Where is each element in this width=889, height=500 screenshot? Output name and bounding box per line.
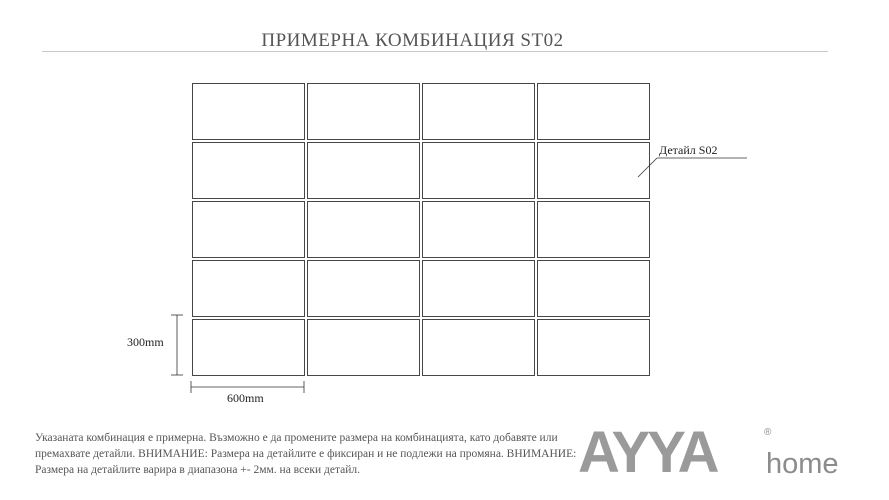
tile-r1-c4 — [538, 84, 650, 140]
tile-r5-c2 — [308, 320, 420, 376]
tile-r4-c4 — [538, 261, 650, 317]
logo-subtitle: home — [766, 448, 839, 480]
page-title: ПРИМЕРНА КОМБИНАЦИЯ ST02 — [261, 30, 564, 51]
ayya-home-logo — [578, 420, 878, 485]
tile-r3-c2 — [308, 202, 420, 258]
tile-r2-c3 — [423, 143, 535, 199]
tile-grid — [193, 84, 650, 376]
tile-r2-c4 — [538, 143, 650, 199]
tile-r4-c2 — [308, 261, 420, 317]
tile-r1-c3 — [423, 84, 535, 140]
tile-r1-c1 — [193, 84, 305, 140]
tile-r1-c2 — [308, 84, 420, 140]
combination-note: Указаната комбинация е примерна. Възможно е да промените размера на комбинацията, като добавяте или премахвате детайли. ВНИМАНИЕ: Размера на детайлите е фиксиран и не подлежи на промяна. ВНИМАНИЕ: Размера на детайлите варира в диапазона +- 2мм. на всеки детайл. — [35, 432, 577, 476]
detail-label: Детайл S02 — [659, 143, 718, 157]
tile-r3-c4 — [538, 202, 650, 258]
tile-r3-c1 — [193, 202, 305, 258]
tile-r3-c3 — [423, 202, 535, 258]
tile-r5-c4 — [538, 320, 650, 376]
tile-r4-c3 — [423, 261, 535, 317]
registered-mark: ® — [764, 427, 772, 438]
tile-r5-c1 — [193, 320, 305, 376]
tile-r2-c2 — [308, 143, 420, 199]
width-dimension-label: 600mm — [227, 391, 264, 405]
tile-r4-c1 — [193, 261, 305, 317]
logo-wordmark: AYYA — [578, 420, 717, 485]
height-dimension-label: 300mm — [127, 335, 164, 349]
tile-r5-c3 — [423, 320, 535, 376]
tile-r2-c1 — [193, 143, 305, 199]
